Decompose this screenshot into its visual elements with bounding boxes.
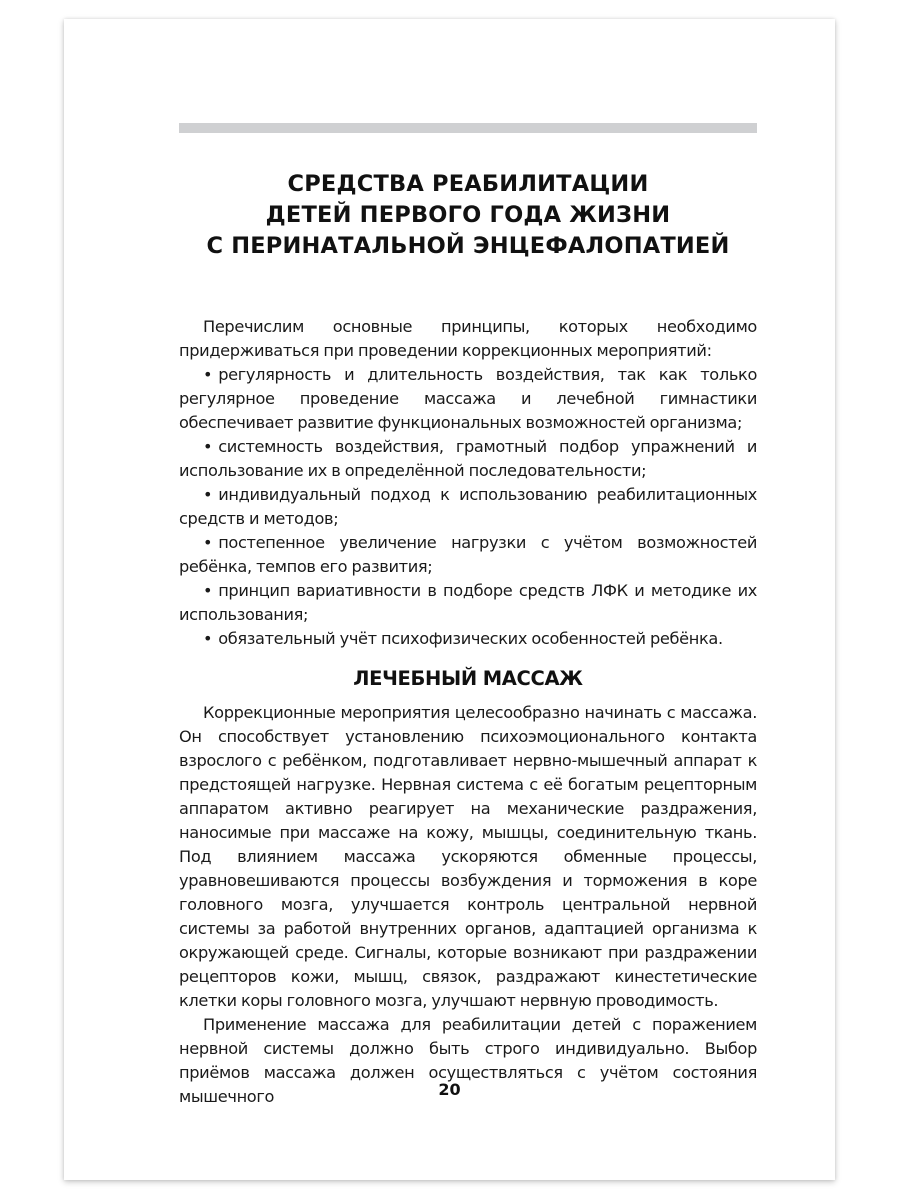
bullet-icon: • xyxy=(203,437,213,456)
intro-paragraph: Перечислим основные принципы, которых необходимо придерживаться при проведении коррекционных мероприятий: xyxy=(179,317,757,360)
chapter-title-line: СРЕДСТВА РЕАБИЛИТАЦИИ xyxy=(287,171,649,197)
section-paragraph: Коррекционные мероприятия целесообразно начинать с массажа. Он способствует установлению психоэмоционального контакта взрослого с ребёнком, подготавливает нервно-мышечный аппарат к предстоящей нагрузке. Нервная система с её богатым рецепторным аппаратом активно реагирует на механические раздражения, наносимые при массаже на кожу, мышцы, соединительную ткань. Под влиянием массажа ускоряются обменные процессы, уравновешиваются процессы возбуждения и торможения в коре головного мозга, улучшается контроль центральной нервной системы за работой внутренних органов, адаптацией организма к окружающей среде. Сигналы, которые возникают при раздражении рецепторов кожи, мышц, связок, раздражают кинестетические клетки коры головного мозга, улучшают нервную проводимость. xyxy=(179,703,757,1010)
chapter-title-line: ДЕТЕЙ ПЕРВОГО ГОДА ЖИЗНИ xyxy=(265,202,671,228)
header-rule xyxy=(179,123,757,133)
page-content xyxy=(179,169,757,1109)
principle-item xyxy=(179,435,757,483)
principle-item xyxy=(179,363,757,435)
principle-item xyxy=(179,483,757,531)
principle-item xyxy=(179,627,757,651)
principle-item xyxy=(179,579,757,627)
section-title: ЛЕЧЕБНЫЙ МАССАЖ xyxy=(353,667,583,690)
bullet-icon: • xyxy=(203,365,213,384)
bullet-icon: • xyxy=(203,533,213,552)
section-paragraph: Применение массажа для реабилитации детей с поражением нервной системы должно быть строго индивидуально. Выбор приёмов массажа должен осуществляться с учётом состояния мышечного xyxy=(179,1015,757,1106)
chapter-body xyxy=(179,315,757,1109)
principle-item xyxy=(179,531,757,579)
principles-list xyxy=(179,363,757,651)
principle-text: индивидуальный подход к использованию реабилитационных средств и методов; xyxy=(179,485,757,528)
principle-text: обязательный учёт психофизических особенностей ребёнка. xyxy=(218,629,723,648)
chapter-title xyxy=(179,169,757,262)
bullet-icon: • xyxy=(203,485,213,504)
bullet-icon: • xyxy=(203,629,213,648)
principle-text: регулярность и длительность воздействия, так как только регулярное проведение массажа и лечебной гимнастики обеспечивает развитие функциональных возможностей организма; xyxy=(179,365,757,432)
page-number: 20 xyxy=(438,1080,461,1099)
principle-text: принцип вариативности в подборе средств ЛФК и методике их использования; xyxy=(179,581,757,624)
chapter-title-line: С ПЕРИНАТАЛЬНОЙ ЭНЦЕФАЛОПАТИЕЙ xyxy=(206,233,730,259)
principle-text: постепенное увеличение нагрузки с учётом возможностей ребёнка, темпов его развития; xyxy=(179,533,757,576)
book-page xyxy=(64,19,835,1180)
principle-text: системность воздействия, грамотный подбор упражнений и использование их в определённой последовательности; xyxy=(179,437,757,480)
bullet-icon: • xyxy=(203,581,213,600)
